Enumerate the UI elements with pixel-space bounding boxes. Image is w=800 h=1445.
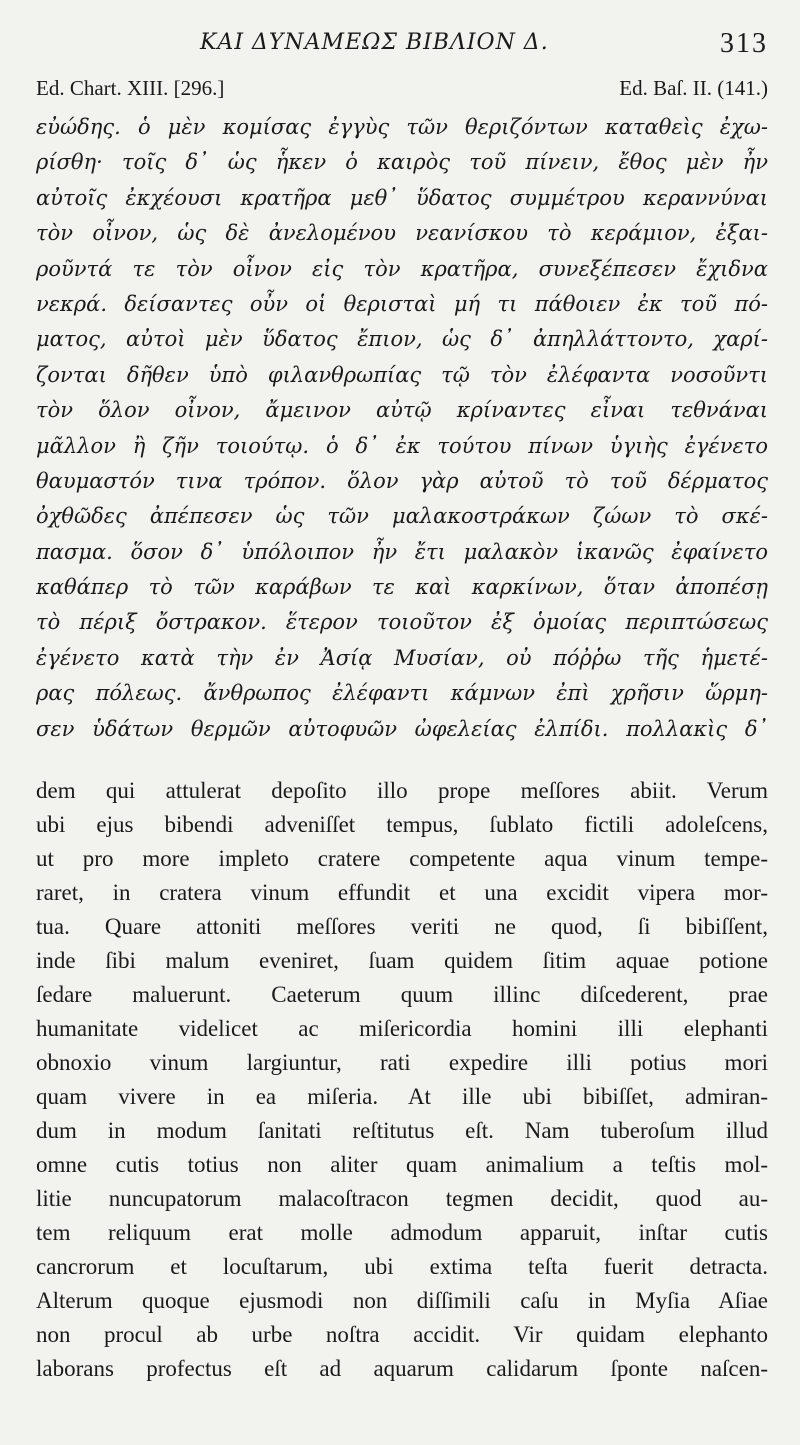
latin-text-line: humanitate videlicet ac miſericordia homini illi elephanti xyxy=(36,1016,768,1041)
greek-text-line: σεν ὑδάτων θερμῶν αὐτοφυῶν ὠφελείας ἐλπίδι. πολλακὶς δ᾽ xyxy=(36,716,768,741)
latin-text-line: ut pro more impleto cratere competente aqua vinum tempe- xyxy=(36,846,768,871)
greek-text-line: τὸ πέριξ ὄστρακον. ἕτερον τοιοῦτον ἐξ ὁμοίας περιπτώσεως xyxy=(36,610,768,635)
latin-text-line: dum in modum ſanitati reſtitutus eſt. Nam tuberoſum illud xyxy=(36,1118,768,1143)
latin-text-line: laborans profectus eſt ad aquarum calidarum ſponte naſcen- xyxy=(36,1356,768,1381)
running-head xyxy=(0,28,800,62)
greek-text-line: μᾶλλον ἢ ζῆν τοιούτῳ. ὁ δ᾽ ἐκ τούτου πίνων ὑγιὴς ἐγένετο xyxy=(36,433,768,458)
greek-text-line: ζονται δῆθεν ὑπὸ φιλανθρωπίας τῷ τὸν ἐλέφαντα νοσοῦντι xyxy=(36,362,768,387)
latin-text-line: cancrorum et locuſtarum, ubi extima teſta fuerit detracta. xyxy=(36,1254,768,1279)
latin-text-line: tem reliquum erat molle admodum apparuit, inſtar cutis xyxy=(36,1220,768,1245)
latin-text-line: litie nuncupatorum malacoſtracon tegmen decidit, quod au- xyxy=(36,1186,768,1211)
greek-text-line: πασμα. ὅσον δ᾽ ὑπόλοιπον ἦν ἔτι μαλακὸν ἱκανῶς ἐφαίνετο xyxy=(36,539,768,564)
greek-text-line: ρίσθη· τοῖς δ᾽ ὡς ἧκεν ὁ καιρὸς τοῦ πίνειν, ἔθος μὲν ἦν xyxy=(36,150,768,175)
running-title: ΚΑΙ ΔΥΝΑΜΕΩΣ ΒΙΒΛΙΟΝ Δ. xyxy=(200,30,549,55)
latin-text-line: obnoxio vinum largiuntur, rati expedire illi potius mori xyxy=(36,1050,768,1075)
greek-text-line: νεκρά. δείσαντες οὖν οἱ θερισταὶ μή τι πάθοιεν ἐκ τοῦ πό- xyxy=(36,291,768,316)
latin-text-line: raret, in cratera vinum effundit et una excidit vipera mor- xyxy=(36,880,768,905)
latin-text-line: dem qui attulerat depoſito illo prope meſſores abiit. Verum xyxy=(36,778,768,803)
greek-text-line: ροῦντά τε τὸν οἶνον εἰς τὸν κρατῆρα, συνεξέπεσεν ἔχιδνα xyxy=(36,256,768,281)
latin-text-line: Alterum quoque ejusmodi non diſſimili caſu in Myſia Aſiae xyxy=(36,1288,768,1313)
latin-text-line: ſedare maluerunt. Caeterum quum illinc diſcederent, prae xyxy=(36,982,768,1007)
latin-text-line: non procul ab urbe noſtra accidit. Vir quidam elephanto xyxy=(36,1322,768,1347)
greek-text-block xyxy=(36,110,768,747)
latin-text-block xyxy=(36,774,768,1386)
greek-text-line: ματος, αὐτοὶ μὲν ὕδατος ἔπιον, ὡς δ᾽ ἀπηλλάττοντο, χαρί- xyxy=(36,327,768,352)
latin-text-line: inde ſibi malum eveniret, ſuam quidem ſitim aquae potione xyxy=(36,948,768,973)
greek-text-line: καθάπερ τὸ τῶν καράβων τε καὶ καρκίνων, ὅταν ἀποπέσῃ xyxy=(36,575,768,600)
latin-text-line: omne cutis totius non aliter quam animalium a teſtis mol- xyxy=(36,1152,768,1177)
greek-text-line: ἐγένετο κατὰ τὴν ἐν Ἀσίᾳ Μυσίαν, οὐ πόῤῥω τῆς ἡμετέ- xyxy=(36,645,768,670)
edition-references xyxy=(36,76,768,106)
latin-text-line: quam vivere in ea miſeria. At ille ubi bibiſſet, admiran- xyxy=(36,1084,768,1109)
page-number: 313 xyxy=(720,28,768,59)
edition-bas-reference: Ed. Baſ. II. (141.) xyxy=(619,76,768,100)
latin-text-line: ubi ejus bibendi adveniſſet tempus, ſublato fictili adoleſcens, xyxy=(36,812,768,837)
greek-text-line: τὸν οἶνον, ὡς δὲ ἀνελομένου νεανίσκου τὸ κεράμιον, ἐξαι- xyxy=(36,221,768,246)
greek-text-line: τὸν ὅλον οἶνον, ἄμεινον αὐτῷ κρίναντες εἶναι τεθνάναι xyxy=(36,398,768,423)
greek-text-line: θαυμαστόν τινα τρόπον. ὅλον γὰρ αὐτοῦ τὸ τοῦ δέρματος xyxy=(36,468,768,493)
greek-text-line: ρας πόλεως. ἄνθρωπος ἐλέφαντι κάμνων ἐπὶ χρῆσιν ὥρμη- xyxy=(36,681,768,706)
greek-text-line: αὐτοῖς ἐκχέουσι κρατῆρα μεθ᾽ ὕδατος συμμέτρου κεραννύναι xyxy=(36,185,768,210)
edition-chart-reference: Ed. Chart. XIII. [296.] xyxy=(36,76,225,100)
greek-text-line: ὀχθῶδες ἀπέπεσεν ὡς τῶν μαλακοστράκων ζώων τὸ σκέ- xyxy=(36,504,768,529)
greek-text-line: εὐώδης. ὁ μὲν κομίσας ἐγγὺς τῶν θεριζόντων καταθεὶς ἐχω- xyxy=(36,115,768,139)
latin-text-line: tua. Quare attoniti meſſores veriti ne quod, ſi bibiſſent, xyxy=(36,914,768,939)
